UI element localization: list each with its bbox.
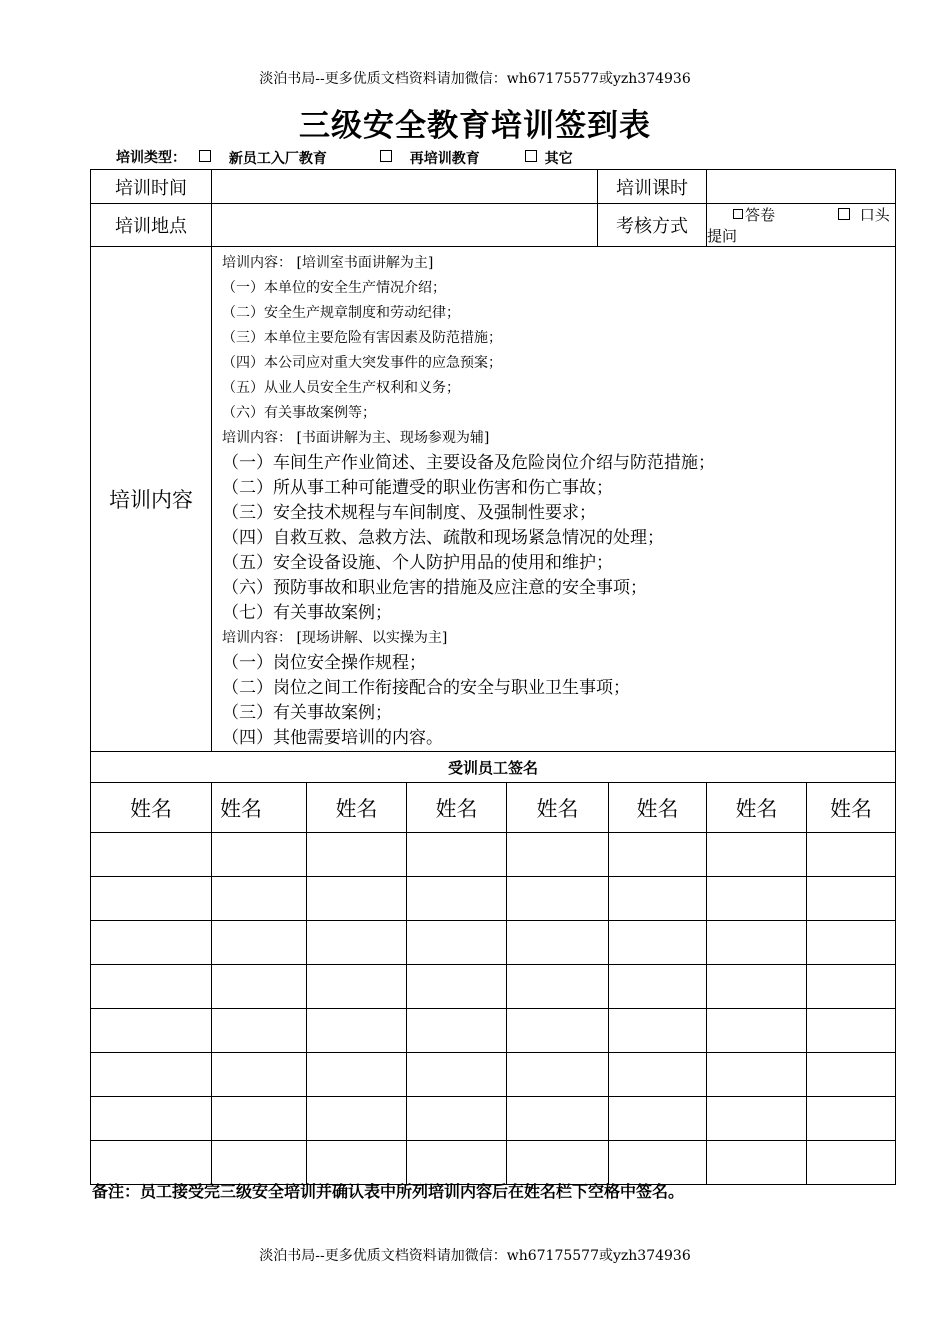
- signature-row: [91, 1009, 896, 1053]
- signature-cell[interactable]: [407, 921, 507, 965]
- signature-row: [91, 833, 896, 877]
- signature-cell[interactable]: [407, 877, 507, 921]
- content-item: （二）所从事工种可能遭受的职业伤害和伤亡事故；: [222, 478, 613, 498]
- name-column-header: 姓名: [807, 783, 896, 833]
- signature-cell[interactable]: [407, 1097, 507, 1141]
- checkbox-icon[interactable]: [199, 150, 211, 162]
- checkbox-icon[interactable]: [838, 208, 850, 220]
- type-option-retrain[interactable]: [380, 148, 480, 168]
- signature-cell[interactable]: [307, 833, 407, 877]
- signature-cell[interactable]: [212, 833, 307, 877]
- signature-row: [91, 1097, 896, 1141]
- signature-row: [91, 1053, 896, 1097]
- content-section-header: 培训内容： [培训室书面讲解为主]: [222, 255, 434, 271]
- content-item: （二）安全生产规章制度和劳动纪律；: [222, 305, 460, 321]
- page-title: 三级安全教育培训签到表: [299, 108, 651, 144]
- name-column-header: 姓名: [609, 783, 707, 833]
- training-hours-field[interactable]: [707, 170, 896, 204]
- signature-cell[interactable]: [507, 877, 609, 921]
- content-item: （二）岗位之间工作衔接配合的安全与职业卫生事项；: [222, 678, 630, 698]
- signature-cell[interactable]: [91, 965, 212, 1009]
- signature-cell[interactable]: [307, 1097, 407, 1141]
- type-option-label: 其它: [544, 151, 573, 167]
- checkbox-icon[interactable]: [525, 150, 537, 162]
- content-item: （三）本单位主要危险有害因素及防范措施；: [222, 330, 502, 346]
- content-item: （四）本公司应对重大突发事件的应急预案；: [222, 355, 502, 371]
- signature-cell[interactable]: [807, 1053, 896, 1097]
- remark-note: 备注：员工接受完三级安全培训并确认表中所列培训内容后在姓名栏下空格中签名。: [92, 1182, 685, 1201]
- signature-cell[interactable]: [91, 1009, 212, 1053]
- signature-cell[interactable]: [91, 1097, 212, 1141]
- training-place-label: 培训地点: [91, 204, 212, 247]
- signature-cell[interactable]: [807, 1141, 896, 1185]
- content-item: （七）有关事故案例；: [222, 603, 392, 623]
- signature-cell[interactable]: [609, 965, 707, 1009]
- signature-cell[interactable]: [407, 833, 507, 877]
- signature-cell[interactable]: [91, 1053, 212, 1097]
- signature-cell[interactable]: [507, 833, 609, 877]
- signature-cell[interactable]: [91, 921, 212, 965]
- assess-option-oral[interactable]: 口头提问: [707, 206, 890, 245]
- assessment-options: [707, 204, 896, 247]
- signature-cell[interactable]: [807, 1009, 896, 1053]
- signature-cell[interactable]: [212, 965, 307, 1009]
- signature-row: [91, 877, 896, 921]
- signature-cell[interactable]: [707, 1009, 807, 1053]
- signature-cell[interactable]: [807, 833, 896, 877]
- signature-row: [91, 965, 896, 1009]
- assessment-label: 考核方式: [598, 204, 707, 247]
- content-item: （一）本单位的安全生产情况介绍；: [222, 280, 446, 296]
- checkbox-icon[interactable]: [733, 209, 743, 219]
- signature-cell[interactable]: [407, 1009, 507, 1053]
- signature-cell[interactable]: [407, 965, 507, 1009]
- name-column-header: 姓名: [212, 783, 307, 833]
- content-section-header: 培训内容： [书面讲解为主、现场参观为辅]: [222, 430, 490, 446]
- name-column-header: 姓名: [407, 783, 507, 833]
- signature-cell[interactable]: [707, 965, 807, 1009]
- signature-cell[interactable]: [507, 965, 609, 1009]
- training-type-label: 培训类型：: [116, 150, 186, 166]
- signature-cell[interactable]: [609, 1141, 707, 1185]
- signature-cell[interactable]: [307, 1141, 407, 1185]
- content-item: （四）自救互救、急救方法、疏散和现场紧急情况的处理；: [222, 528, 664, 548]
- signature-cell[interactable]: [507, 1053, 609, 1097]
- name-column-header: 姓名: [307, 783, 407, 833]
- signature-cell[interactable]: [609, 1053, 707, 1097]
- type-option-label: 新员工入厂教育: [228, 151, 327, 167]
- name-column-header: 姓名: [507, 783, 609, 833]
- content-item: （三）有关事故案例；: [222, 703, 392, 723]
- signature-cell[interactable]: [707, 1141, 807, 1185]
- name-column-header: 姓名: [91, 783, 212, 833]
- signature-cell[interactable]: [91, 833, 212, 877]
- content-item: （五）从业人员安全生产权利和义务；: [222, 380, 460, 396]
- signature-cell[interactable]: [707, 1053, 807, 1097]
- signature-cell[interactable]: [212, 1141, 307, 1185]
- signature-row: [91, 1141, 896, 1185]
- training-type-row: [116, 147, 573, 168]
- name-column-header: 姓名: [707, 783, 807, 833]
- signature-cell[interactable]: [807, 877, 896, 921]
- content-item: （一）岗位安全操作规程；: [222, 653, 426, 673]
- checkbox-icon[interactable]: [380, 150, 392, 162]
- signature-header-row: [91, 783, 896, 833]
- signature-cell[interactable]: [212, 921, 307, 965]
- signature-cell[interactable]: [707, 833, 807, 877]
- signature-cell[interactable]: [609, 1009, 707, 1053]
- signature-cell[interactable]: [609, 877, 707, 921]
- content-item: （一）车间生产作业简述、主要设备及危险岗位介绍与防范措施；: [222, 453, 715, 473]
- signature-section-header: 受训员工签名: [91, 752, 896, 783]
- type-option-other[interactable]: [525, 148, 573, 168]
- type-option-new[interactable]: [199, 148, 327, 168]
- content-section-header: 培训内容： [现场讲解、以实操为主]: [222, 630, 448, 646]
- signature-cell[interactable]: [807, 1097, 896, 1141]
- signature-cell[interactable]: [307, 921, 407, 965]
- signature-cell[interactable]: [407, 1141, 507, 1185]
- signature-cell[interactable]: [707, 877, 807, 921]
- signature-cell[interactable]: [212, 1053, 307, 1097]
- signature-cell[interactable]: [212, 877, 307, 921]
- training-content: [212, 247, 896, 752]
- signature-cell[interactable]: [507, 1097, 609, 1141]
- sign-in-table: [90, 169, 896, 1185]
- training-place-field[interactable]: [212, 204, 598, 247]
- signature-cell[interactable]: [507, 921, 609, 965]
- training-time-label: 培训时间: [91, 170, 212, 204]
- signature-cell[interactable]: [707, 1097, 807, 1141]
- training-time-field[interactable]: [212, 170, 598, 204]
- content-item: （四）其他需要培训的内容。: [222, 728, 443, 748]
- signature-cell[interactable]: [707, 921, 807, 965]
- signature-cell[interactable]: [807, 965, 896, 1009]
- signature-cell[interactable]: [212, 1097, 307, 1141]
- signature-cell[interactable]: [609, 833, 707, 877]
- signature-cell[interactable]: [307, 1009, 407, 1053]
- signature-cell[interactable]: [91, 877, 212, 921]
- signature-cell[interactable]: [91, 1141, 212, 1185]
- content-item: （五）安全设备设施、个人防护用品的使用和维护；: [222, 553, 613, 573]
- signature-cell[interactable]: [507, 1141, 609, 1185]
- content-item: （三）安全技术规程与车间制度、及强制性要求；: [222, 503, 596, 523]
- signature-cell[interactable]: [307, 877, 407, 921]
- signature-row: [91, 921, 896, 965]
- assess-option-paper[interactable]: 答卷: [733, 206, 775, 224]
- signature-cell[interactable]: [609, 1097, 707, 1141]
- header-watermark: 淡泊书局--更多优质文档资料请加微信：wh67175577或yzh374936: [259, 71, 691, 87]
- signature-cell[interactable]: [609, 921, 707, 965]
- signature-cell[interactable]: [807, 921, 896, 965]
- content-item: （六）预防事故和职业危害的措施及应注意的安全事项；: [222, 578, 647, 598]
- content-item: （六）有关事故案例等；: [222, 405, 376, 421]
- signature-cell[interactable]: [212, 1009, 307, 1053]
- signature-cell[interactable]: [407, 1053, 507, 1097]
- type-option-label: 再培训教育: [409, 151, 480, 167]
- training-content-label: 培训内容: [91, 247, 212, 752]
- footer-watermark: 淡泊书局--更多优质文档资料请加微信：wh67175577或yzh374936: [259, 1248, 691, 1264]
- signature-cell[interactable]: [507, 1009, 609, 1053]
- signature-cell[interactable]: [307, 1053, 407, 1097]
- signature-cell[interactable]: [307, 965, 407, 1009]
- training-hours-label: 培训课时: [598, 170, 707, 204]
